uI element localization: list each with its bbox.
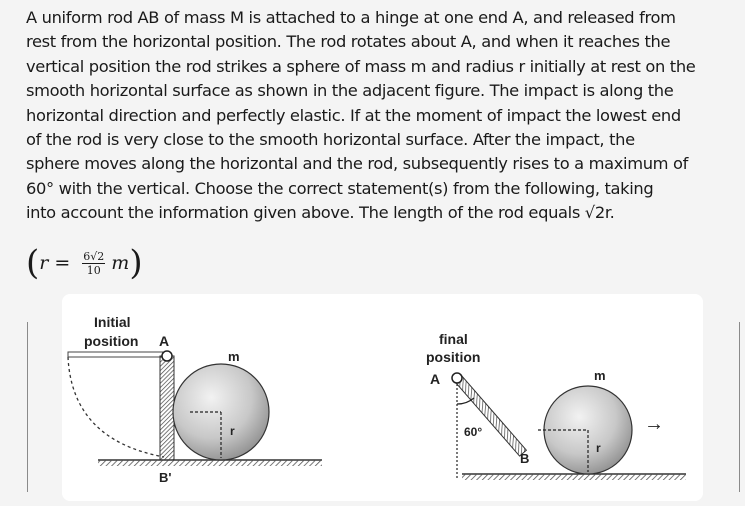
- label-r-initial: r: [230, 424, 235, 438]
- final-label-line2: position: [426, 349, 481, 365]
- question-line: into account the information given above. The length of the rod equals √2r.: [26, 203, 615, 223]
- formula-numerator: 6√2: [83, 249, 105, 263]
- hinge-icon: [452, 373, 462, 383]
- initial-label-line1: Initial: [94, 314, 131, 330]
- formula-lhs: r: [39, 252, 49, 274]
- formula-denominator: 10: [86, 263, 101, 277]
- swing-arc: [68, 357, 164, 457]
- question-line: rest from the horizontal position. The rod rotates about A, and when it reaches the: [26, 32, 671, 52]
- question-line: vertical position the rod strikes a sphere of mass m and radius r initially at rest on the: [26, 56, 696, 76]
- open-paren: (: [26, 243, 40, 283]
- final-diagram: [426, 331, 686, 480]
- velocity-arrow-icon: →: [644, 413, 664, 435]
- initial-label-line2: position: [84, 333, 139, 349]
- label-m-initial: m: [228, 349, 240, 364]
- rod-horizontal: [68, 352, 164, 357]
- label-angle: 60°: [464, 425, 483, 439]
- formula-equals: =: [54, 252, 71, 274]
- label-B-final: B: [520, 451, 530, 466]
- ground-hatch-initial: [98, 460, 322, 466]
- question-line: A uniform rod AB of mass M is attached to a hinge at one end A, and released from: [26, 8, 676, 27]
- question-line: of the rod is very close to the smooth horizontal surface. After the impact, the: [26, 130, 635, 150]
- label-m-final: m: [594, 368, 606, 383]
- close-paren: ): [129, 243, 143, 283]
- initial-diagram: [68, 314, 322, 485]
- hinge-icon: [162, 351, 172, 361]
- rod-vertical: [160, 356, 174, 460]
- formula-unit: m: [111, 252, 130, 274]
- question-line: 60° with the vertical. Choose the correct statement(s) from the following, taking: [26, 178, 654, 198]
- rod-inclined: [454, 375, 526, 456]
- ground-hatch-final: [462, 474, 686, 480]
- question-line: sphere moves along the horizontal and the rod, subsequently rises to a maximum of: [26, 154, 689, 174]
- label-B-prime: B': [159, 470, 172, 485]
- label-A-initial: A: [159, 333, 170, 349]
- question-line: smooth horizontal surface as shown in the adjacent figure. The impact is along the: [26, 81, 674, 101]
- question-line: horizontal direction and perfectly elastic. If at the moment of impact the lowest end: [26, 105, 681, 125]
- label-A-final: A: [430, 371, 441, 387]
- label-r-final: r: [596, 441, 601, 455]
- final-label-line1: final: [439, 331, 468, 347]
